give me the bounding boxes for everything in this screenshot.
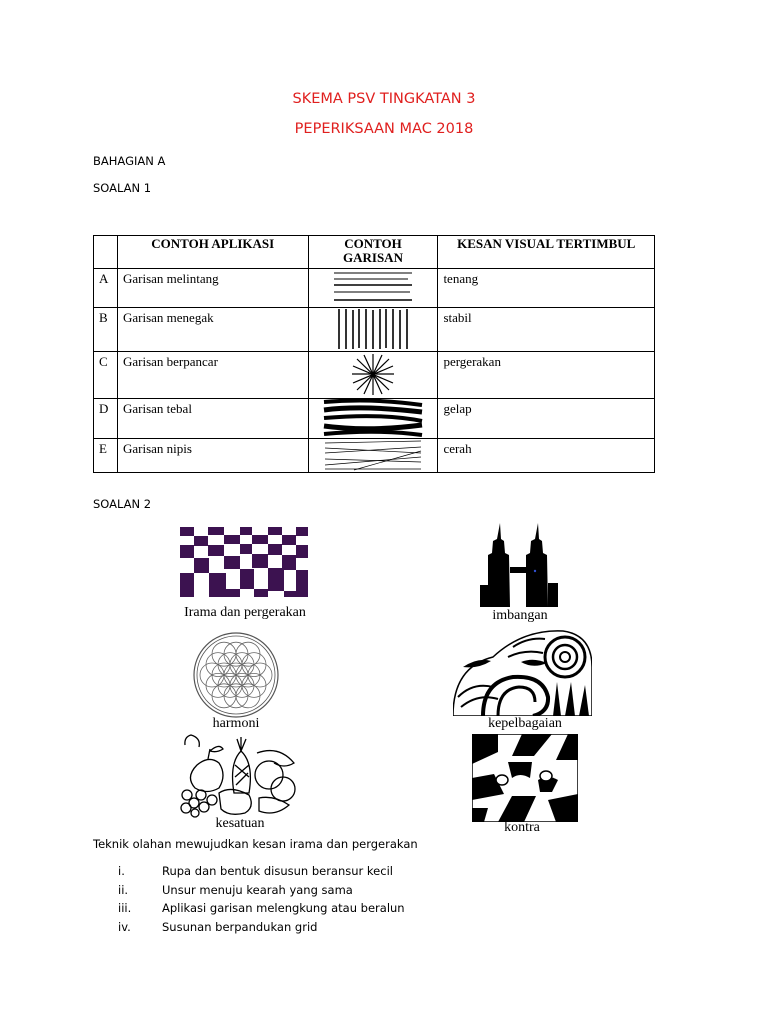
row-aplikasi: Garisan tebal <box>117 399 308 439</box>
black-white-contrast-icon <box>472 734 578 822</box>
table-row <box>94 269 655 308</box>
table-row <box>94 399 655 439</box>
row-key: B <box>94 308 118 352</box>
flower-of-life-icon <box>193 632 279 718</box>
row-kesan: pergerakan <box>438 352 655 399</box>
row-aplikasi: Garisan nipis <box>117 439 308 473</box>
list-item-text: Aplikasi garisan melengkung atau beralun <box>162 901 405 915</box>
section-heading: BAHAGIAN A <box>93 154 166 168</box>
row-kesan: gelap <box>438 399 655 439</box>
list-item-num: iv. <box>118 919 131 934</box>
twin-towers-icon <box>480 523 558 607</box>
page-subtitle: PEPERIKSAAN MAC 2018 <box>294 121 474 137</box>
caption-irama: Irama dan pergerakan <box>184 605 306 620</box>
soalan1-table <box>93 235 655 473</box>
row-key: E <box>94 439 118 473</box>
horizontal-lines-icon <box>333 269 413 305</box>
page-title: SKEMA PSV TINGKATAN 3 <box>292 91 476 107</box>
caption-kepelbagaian: kepelbagaian <box>488 716 562 731</box>
table-header-row <box>94 236 655 269</box>
header-garisan: CONTOH GARISAN <box>308 236 438 269</box>
row-example <box>308 352 438 399</box>
row-key: A <box>94 269 118 308</box>
list-item-text: Susunan berpandukan grid <box>162 919 318 934</box>
soalan1-heading: SOALAN 1 <box>93 181 152 195</box>
row-kesan: tenang <box>438 269 655 308</box>
teknik-list <box>118 864 405 938</box>
row-example <box>308 269 438 308</box>
list-item <box>118 901 405 920</box>
header-kesan: KESAN VISUAL TERTIMBUL <box>438 236 655 269</box>
row-aplikasi: Garisan berpancar <box>117 352 308 399</box>
caption-harmoni: harmoni <box>212 716 260 731</box>
list-item <box>118 864 405 883</box>
header-key-cell <box>94 236 118 269</box>
list-item-text: Rupa dan bentuk disusun beransur kecil <box>162 864 393 878</box>
row-example <box>308 308 438 352</box>
row-aplikasi: Garisan melintang <box>117 269 308 308</box>
row-kesan: cerah <box>438 439 655 473</box>
list-item-num: iii. <box>118 901 132 915</box>
list-item <box>118 920 405 939</box>
table-row <box>94 352 655 399</box>
row-example <box>308 439 438 473</box>
row-key: D <box>94 399 118 439</box>
teknik-lead: Teknik olahan mewujudkan kesan irama dan pergerakan <box>93 837 418 851</box>
vertical-lines-icon <box>333 308 413 350</box>
caption-kontra: kontra <box>504 820 540 835</box>
table-row <box>94 308 655 352</box>
soalan2-heading: SOALAN 2 <box>93 497 152 511</box>
zentangle-shell-icon <box>453 627 592 716</box>
radiating-lines-icon <box>343 352 403 397</box>
caption-kesatuan: kesatuan <box>215 816 265 831</box>
list-item-num: i. <box>118 864 125 878</box>
row-kesan: stabil <box>438 308 655 352</box>
table-row <box>94 439 655 473</box>
row-aplikasi: Garisan menegak <box>117 308 308 352</box>
caption-imbangan: imbangan <box>492 608 548 623</box>
row-key: C <box>94 352 118 399</box>
list-item-text: Unsur menuju kearah yang sama <box>162 882 353 897</box>
fruit-basket-icon <box>179 733 299 818</box>
thin-lines-icon <box>324 439 422 471</box>
header-aplikasi: CONTOH APLIKASI <box>117 236 308 269</box>
row-example <box>308 399 438 439</box>
warped-checkerboard-icon <box>180 527 308 597</box>
list-item <box>118 883 405 902</box>
thick-lines-icon <box>323 399 423 437</box>
list-item-num: ii. <box>118 882 129 897</box>
